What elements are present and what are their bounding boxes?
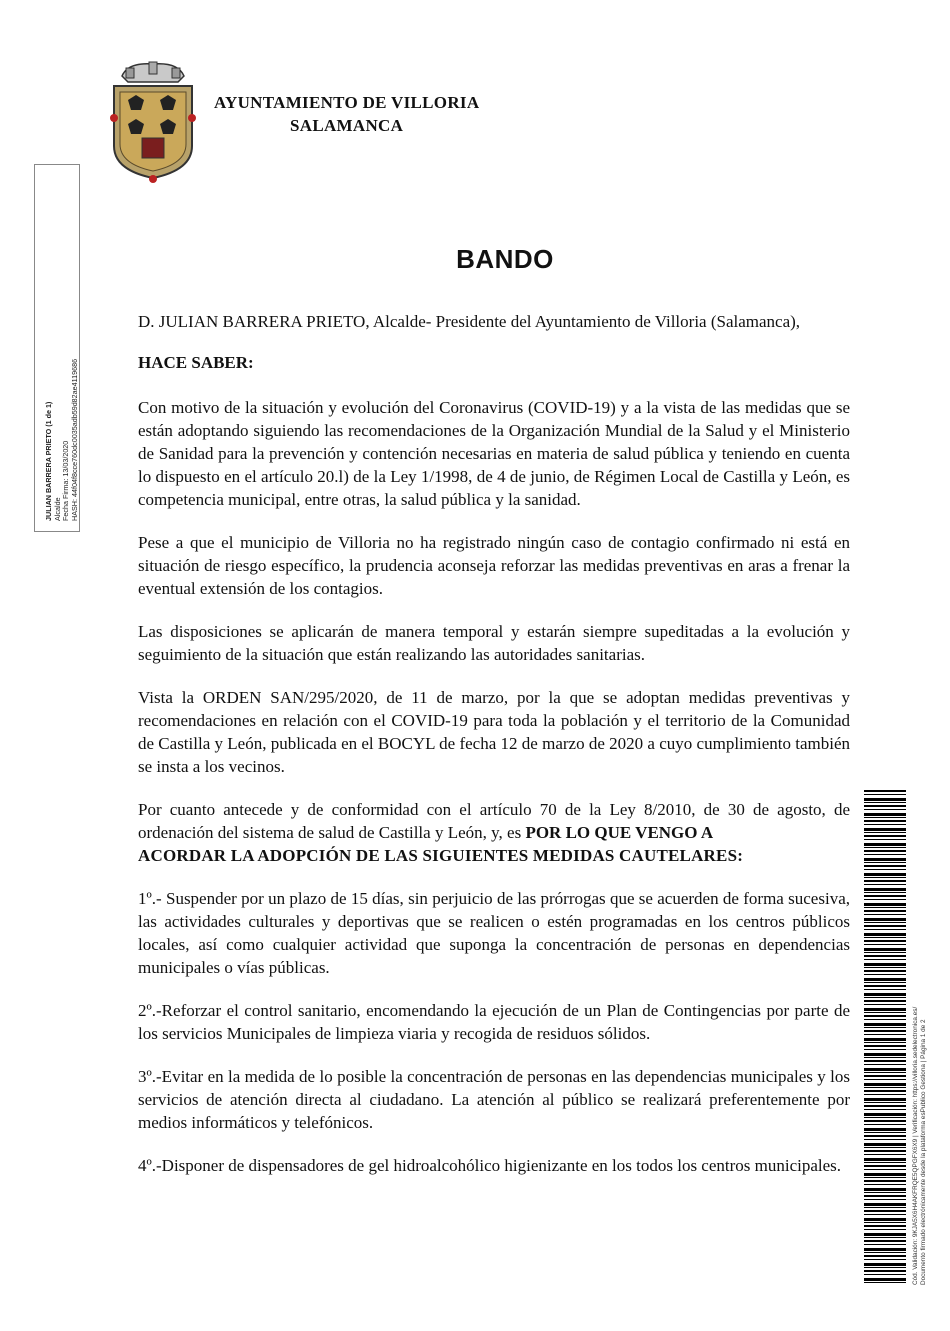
hace-saber-heading: HACE SABER:	[138, 353, 254, 372]
coat-of-arms-icon	[108, 58, 198, 184]
document-title: BANDO	[456, 244, 554, 274]
signer-name: JULIAN BARRERA PRIETO (1 de 1)	[44, 401, 53, 521]
measure-2: 2º.-Reforzar el control sanitario, encomendando la ejecución de un Plan de Contingencias por parte de los servicios Municipales de limpieza viaria y recogida de residuos sólidos.	[138, 1001, 850, 1043]
document-body	[138, 310, 850, 1177]
paragraph-disposiciones: Las disposiciones se aplicarán de manera temporal y estarán siempre supeditadas a la evolución y seguimiento de la situación que están realizando las autoridades sanitarias.	[138, 622, 850, 664]
paragraph-motivo: Con motivo de la situación y evolución del Coronavirus (COVID-19) y a la vista de las medidas que se están adoptando siguiendo las recomendaciones de la Organización Mundial de la Salud y el Ministerio de Sanidad para la prevención y contención necesarias en materia de salud pública y teniendo en cuenta lo dispuesto en el artículo 20.l) de la Ley 1/1998, de 4 de junio, de Régimen Local de Castilla y León, es competencia municipal, entre otras, la salud pública y la sanidad.	[138, 398, 850, 509]
decree-paragraph	[138, 798, 850, 844]
municipality-header	[214, 91, 479, 137]
validation-code: Cód. Validación: 9KJA5X6H4AKFRQE5QPGFX6X9 | Verificación: https://villoria.sedelectronica.es/	[912, 1006, 919, 1285]
signature-stamp	[34, 164, 80, 532]
signature-date: Fecha Firma: 13/03/2020	[61, 440, 71, 521]
measure-4: 4º.-Disponer de dispensadores de gel hidroalcohólico higienizante en los todos los centros municipales.	[138, 1156, 842, 1175]
signature-hash: HASH: 44f04f8cce760dc0035adb59d82ae4119686	[69, 358, 79, 521]
measure-1: 1º.- Suspender por un plazo de 15 días, sin perjuicio de las prórrogas que se acuerden de forma sucesiva, las actividades culturales y deportivas que se realicen o estén programadas en los centros públicos locales, así como cualquier actividad que suponga la concentración de personas en dependencias municipales o vías públicas.	[138, 889, 850, 977]
measure-3: 3º.-Evitar en la medida de lo posible la concentración de personas en las dependencias municipales y los servicios de atención directa al ciudadano. La atención al público se realizará preferentemente por medios informáticos y telefónicos.	[138, 1067, 850, 1132]
verification-strip	[910, 800, 940, 1285]
decree-bold-text: POR LO QUE VENGO A	[525, 823, 714, 842]
province-name: SALAMANCA	[290, 116, 404, 135]
intro-paragraph: D. JULIAN BARRERA PRIETO, Alcalde- Presidente del Ayuntamiento de Villoria (Salamanca),	[138, 312, 801, 331]
signature-platform: Documento firmado electrónicamente desde la plataforma esPublico Gestiona | Página 1 de 2	[920, 1019, 927, 1285]
paragraph-prudencia: Pese a que el municipio de Villoria no ha registrado ningún caso de contagio confirmado ni está en situación de riesgo específico, la prudencia aconseja reforzar las medidas preventivas en aras a frenar la eventual extensión de los contagios.	[138, 533, 850, 598]
signer-role: Alcalde	[52, 497, 62, 521]
decree-text: Por cuanto antecede y de conformidad con el artículo 70 de la Ley 8/2010, de 30 de agosto, de ordenación del sistema de salud de Castilla y León, y, es	[138, 800, 850, 842]
barcode	[864, 790, 906, 1285]
paragraph-orden: Vista la ORDEN SAN/295/2020, de 11 de marzo, por la que se adoptan medidas preventivas y recomendaciones en relación con el COVID-19 para toda la población y el territorio de la Comunidad de Castilla y León, publicada en el BOCYL de fecha 12 de marzo de 2020 a cuyo cumplimiento también se insta a los vecinos.	[138, 688, 850, 776]
decree-heading: ACORDAR LA ADOPCIÓN DE LAS SIGUIENTES MEDIDAS CAUTELARES:	[138, 846, 744, 865]
municipality-name: AYUNTAMIENTO DE VILLORIA	[214, 93, 480, 112]
